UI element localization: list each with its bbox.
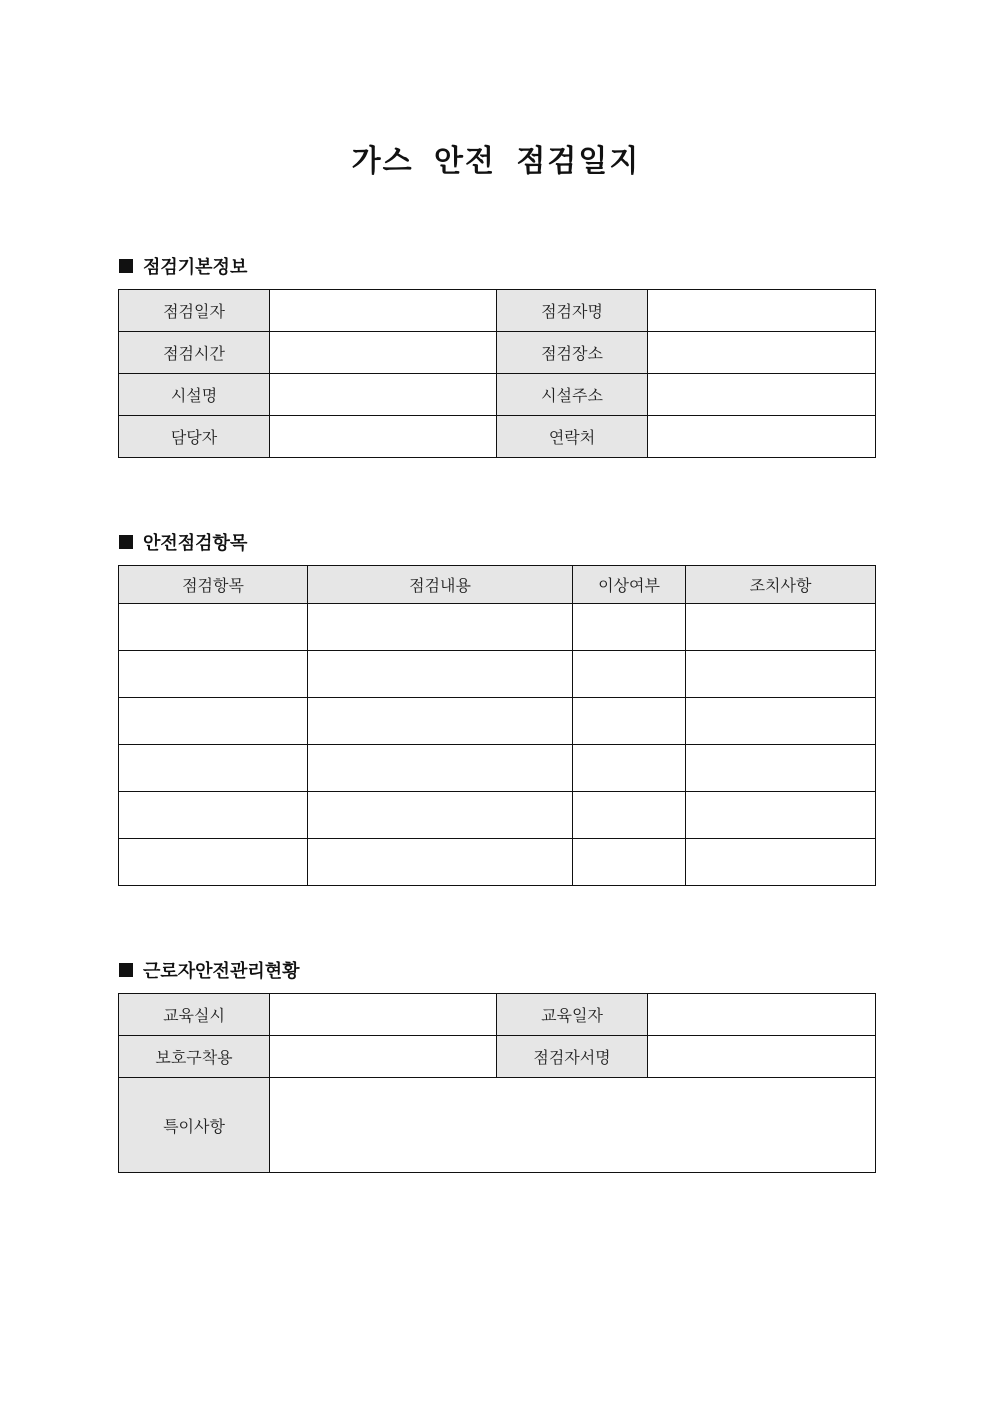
column-header: 조치사항 [686, 566, 876, 604]
item-cell[interactable] [119, 698, 308, 745]
content-cell[interactable] [308, 651, 573, 698]
label-cell: 점검일자 [119, 290, 270, 332]
content-cell[interactable] [308, 839, 573, 886]
table-row [119, 290, 876, 332]
table-row [119, 374, 876, 416]
action-cell[interactable] [686, 604, 876, 651]
remarks-field[interactable] [270, 1078, 876, 1173]
label-cell: 점검시간 [119, 332, 270, 374]
table-row [119, 1078, 876, 1173]
label-cell: 보호구착용 [119, 1036, 270, 1078]
action-cell[interactable] [686, 651, 876, 698]
table-row [119, 698, 876, 745]
action-cell[interactable] [686, 745, 876, 792]
item-cell[interactable] [119, 792, 308, 839]
abnormal-cell[interactable] [573, 745, 686, 792]
inspection-location-field[interactable] [648, 332, 876, 374]
abnormal-cell[interactable] [573, 651, 686, 698]
item-cell[interactable] [119, 839, 308, 886]
label-cell: 시설명 [119, 374, 270, 416]
action-cell[interactable] [686, 792, 876, 839]
action-cell[interactable] [686, 698, 876, 745]
training-conducted-field[interactable] [270, 994, 497, 1036]
inspector-name-field[interactable] [648, 290, 876, 332]
section-heading-worker-safety [119, 957, 300, 983]
section-title: 점검기본정보 [143, 257, 248, 278]
item-cell[interactable] [119, 651, 308, 698]
manager-field[interactable] [270, 416, 497, 458]
basic-info-table [118, 289, 876, 458]
table-row [119, 994, 876, 1036]
safety-items-table [118, 565, 876, 886]
label-cell: 연락처 [497, 416, 648, 458]
table-row [119, 416, 876, 458]
protective-gear-field[interactable] [270, 1036, 497, 1078]
table-row [119, 604, 876, 651]
facility-address-field[interactable] [648, 374, 876, 416]
label-cell: 점검장소 [497, 332, 648, 374]
column-header: 이상여부 [573, 566, 686, 604]
inspection-date-field[interactable] [270, 290, 497, 332]
abnormal-cell[interactable] [573, 792, 686, 839]
abnormal-cell[interactable] [573, 698, 686, 745]
action-cell[interactable] [686, 839, 876, 886]
black-square-icon [119, 259, 133, 273]
document-title: 가스 안전 점검일지 [351, 144, 641, 179]
worker-safety-table [118, 993, 876, 1173]
training-date-field[interactable] [648, 994, 876, 1036]
table-row [119, 792, 876, 839]
section-title: 근로자안전관리현황 [143, 961, 300, 982]
content-cell[interactable] [308, 604, 573, 651]
table-row [119, 1036, 876, 1078]
label-cell: 시설주소 [497, 374, 648, 416]
abnormal-cell[interactable] [573, 604, 686, 651]
content-cell[interactable] [308, 745, 573, 792]
column-header: 점검항목 [119, 566, 308, 604]
inspection-time-field[interactable] [270, 332, 497, 374]
contact-field[interactable] [648, 416, 876, 458]
table-row [119, 651, 876, 698]
section-heading-safety-items [119, 529, 247, 555]
inspector-signature-field[interactable] [648, 1036, 876, 1078]
table-row [119, 839, 876, 886]
black-square-icon [119, 963, 133, 977]
table-row [119, 745, 876, 792]
abnormal-cell[interactable] [573, 839, 686, 886]
label-cell: 담당자 [119, 416, 270, 458]
item-cell[interactable] [119, 745, 308, 792]
label-cell: 교육실시 [119, 994, 270, 1036]
section-heading-basic-info [119, 253, 247, 279]
content-cell[interactable] [308, 698, 573, 745]
table-row [119, 332, 876, 374]
label-cell: 특이사항 [119, 1078, 270, 1173]
column-header: 점검내용 [308, 566, 573, 604]
black-square-icon [119, 535, 133, 549]
label-cell: 점검자서명 [497, 1036, 648, 1078]
label-cell: 점검자명 [497, 290, 648, 332]
item-cell[interactable] [119, 604, 308, 651]
content-cell[interactable] [308, 792, 573, 839]
facility-name-field[interactable] [270, 374, 497, 416]
section-title: 안전점검항목 [143, 533, 248, 554]
label-cell: 교육일자 [497, 994, 648, 1036]
table-header-row [119, 566, 876, 604]
